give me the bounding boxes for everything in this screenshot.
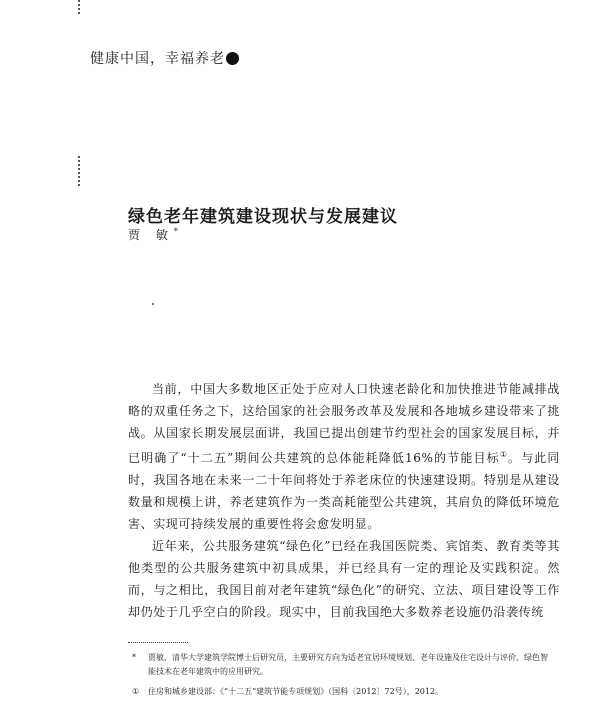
paragraph-1-tail: 。与此同时，我国各地在未来一二十年间将处于养老床位的快速建设期。特别是从建设数量和规模上讲，养老建筑作为一类高耗能型公共建筑，其肩负的降低环境危害、实现可持续发展的重要性将会愈发明显。 — [128, 451, 560, 531]
running-header — [90, 48, 239, 68]
article-body — [128, 378, 560, 623]
footnote-ref-1: ① — [499, 450, 509, 459]
footnotes — [128, 651, 548, 699]
footnote-source — [128, 685, 548, 699]
article-title: 绿色老年建筑建设现状与发展建议 — [128, 207, 398, 227]
footnote-source-mark: ① — [132, 687, 140, 696]
body-paragraph-2: 近年来，公共服务建筑“绿色化”已经在我国医院类、宾馆类、教育类等其他类型的公共服务建筑中初具成果，并已经具有一定的理论及实践积淀。然而，与之相比，我国目前对老年建筑“绿色化”的研究、立法、项目建设等工作却仍处于几乎空白的阶段。现实中，目前我国绝大多数养老设施仍沿袭传统 — [128, 539, 560, 619]
header-bullet-icon — [226, 52, 239, 65]
body-paragraph-1 — [128, 378, 560, 535]
footnote-separator — [128, 642, 188, 643]
running-header-text: 健康中国，幸福养老 — [90, 51, 225, 67]
article-author — [128, 226, 178, 243]
footnote-source-text: 住房和城乡建设部：《“十二五”建筑节能专项规划》（国科〔2012〕72号），2012。 — [148, 687, 444, 696]
margin-dotted-mark-top — [78, 0, 80, 14]
footnote-author — [128, 651, 548, 679]
footnote-author-text: 贾敏，清华大学建筑学院博士后研究员，主要研究方向为适老宜居环境规划、老年设施及住宅设计与评价、绿色智能技术在老年建筑中的应用研究。 — [148, 653, 548, 676]
footnote-author-mark: * — [132, 653, 136, 662]
margin-dotted-mark-middle — [78, 156, 80, 186]
author-footnote-mark: * — [173, 227, 178, 236]
author-name: 贾 敏 — [128, 228, 174, 242]
paragraph-1-text: 当前，中国大多数地区正处于应对人口快速老龄化和加快推进节能减排战略的双重任务之下，这给国家的社会服务改革及发展和各地城乡建设带来了挑战。从国家长期发展层面讲，我国已提出创建节约型社会的国家发展目标，并已明确了“十二五”期间公共建筑的总体能耗降低16%的节能目标 — [128, 382, 560, 465]
scan-speck — [152, 303, 154, 305]
